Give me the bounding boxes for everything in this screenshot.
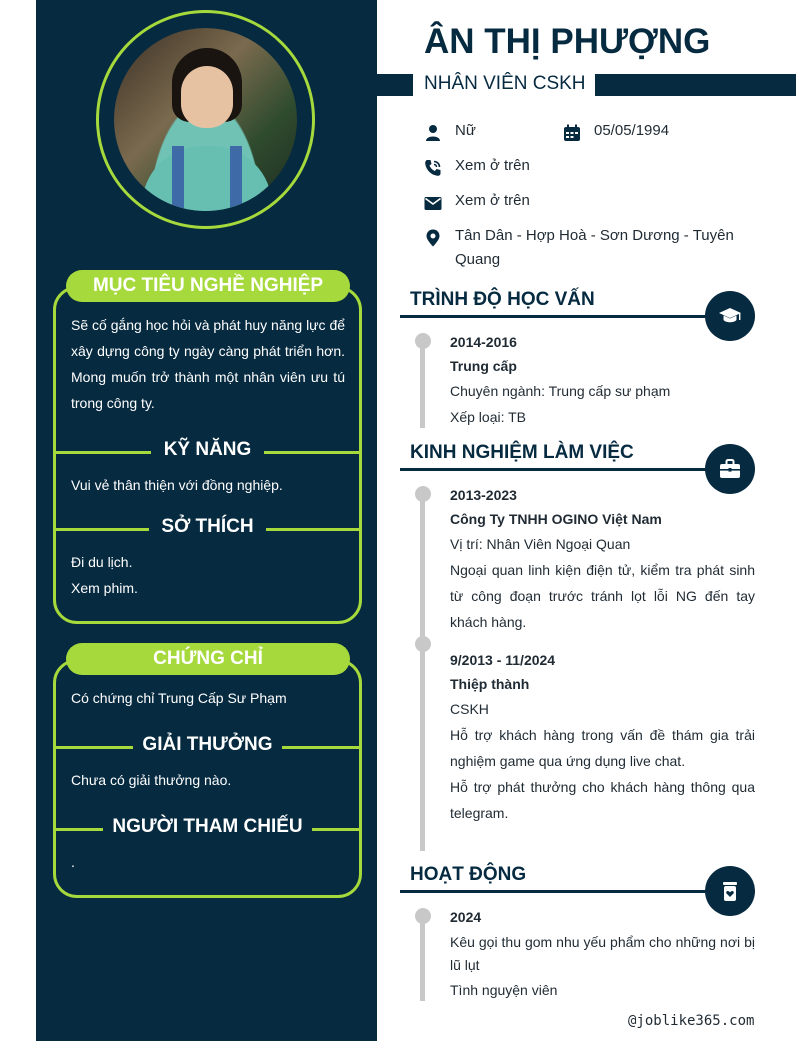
experience-description: Ngoại quan linh kiện điện tử, kiểm tra phát sinh từ công đoạn trước tránh lọt lỗi NG đến tay khách hàng. bbox=[450, 562, 755, 630]
education-period: 2014-2016 bbox=[450, 334, 517, 350]
experience-role: CSKH bbox=[450, 701, 489, 717]
hobby-item: Đi du lịch. bbox=[71, 554, 133, 570]
avatar-face bbox=[181, 66, 233, 128]
job-title: NHÂN VIÊN CSKH bbox=[424, 73, 586, 94]
address-row bbox=[424, 227, 754, 272]
references-header bbox=[53, 816, 362, 842]
avatar bbox=[114, 28, 297, 211]
career-goal-text: Sẽ cố gắng học hỏi và phát huy năng lực để xây dựng công ty ngày càng phát triển hơn. Mong muốn trở thành một nhân viên ưu tú trong công ty. bbox=[71, 317, 346, 411]
experience-timeline bbox=[420, 493, 425, 851]
briefcase-icon bbox=[718, 457, 742, 481]
activity-entry bbox=[450, 904, 755, 1003]
experience-period: 9/2013 - 11/2024 bbox=[450, 652, 556, 668]
education-grade: Xếp loại: TB bbox=[450, 409, 527, 425]
avatar-strap-right bbox=[230, 146, 242, 211]
birthday-row bbox=[563, 122, 669, 143]
activities-heading: HOẠT ĐỘNG bbox=[410, 864, 527, 885]
graduation-cap-icon bbox=[718, 304, 742, 328]
awards-text: Chưa có giải thưởng nào. bbox=[71, 772, 232, 788]
awards-header bbox=[53, 734, 362, 760]
experience-heading: KINH NGHIỆM LÀM VIỆC bbox=[410, 442, 634, 463]
activity-role: Tình nguyện viên bbox=[450, 982, 558, 998]
education-school: Trung cấp bbox=[450, 358, 517, 374]
education-timeline bbox=[420, 340, 425, 428]
map-pin-icon bbox=[424, 229, 442, 247]
address-value: Tân Dân - Hợp Hoà - Sơn Dương - Tuyên Quang bbox=[455, 227, 734, 268]
gender-row bbox=[424, 122, 476, 143]
volunteer-icon bbox=[718, 879, 742, 903]
timeline-dot bbox=[415, 636, 431, 652]
experience-description: Hỗ trợ phát thưởng cho khách hàng thông qua telegram. bbox=[450, 779, 755, 821]
certificates-text: Có chứng chỉ Trung Cấp Sư Phạm bbox=[71, 690, 287, 706]
avatar-frame bbox=[96, 10, 315, 229]
phone-row bbox=[424, 157, 530, 178]
experience-description: Hỗ trợ khách hàng trong vấn đề thám gia trải nghiệm game qua ứng dụng live chat. bbox=[450, 727, 755, 769]
calendar-icon bbox=[563, 124, 581, 142]
phone-icon bbox=[424, 159, 442, 177]
experience-company: Thiệp thành bbox=[450, 676, 530, 692]
activity-period: 2024 bbox=[450, 909, 482, 925]
references-heading: NGƯỜI THAM CHIẾU bbox=[112, 816, 303, 837]
phone-value: Xem ở trên bbox=[455, 157, 530, 174]
email-value: Xem ở trên bbox=[455, 192, 530, 209]
email-row bbox=[424, 192, 530, 213]
experience-period: 2013-2023 bbox=[450, 487, 517, 503]
sidebar bbox=[36, 0, 377, 1041]
education-heading: TRÌNH ĐỘ HỌC VẤN bbox=[410, 289, 595, 310]
education-major: Chuyên ngành: Trung cấp sư phạm bbox=[450, 383, 671, 399]
activities-timeline bbox=[420, 915, 425, 1001]
hobbies-header bbox=[53, 516, 362, 542]
experience-company: Công Ty TNHH OGINO Việt Nam bbox=[450, 511, 662, 527]
skills-heading: KỸ NĂNG bbox=[163, 439, 252, 460]
experience-divider bbox=[400, 468, 730, 471]
timeline-dot bbox=[415, 486, 431, 502]
envelope-icon bbox=[424, 194, 442, 212]
skills-header bbox=[53, 439, 362, 465]
candidate-name: ÂN THỊ PHƯỢNG bbox=[424, 22, 711, 61]
timeline-dot bbox=[415, 333, 431, 349]
avatar-body bbox=[142, 146, 272, 211]
avatar-strap-left bbox=[172, 146, 184, 211]
skills-text: Vui vẻ thân thiện với đồng nghiệp. bbox=[71, 477, 283, 493]
education-divider bbox=[400, 315, 730, 318]
watermark: @joblike365.com bbox=[628, 1013, 755, 1029]
experience-entry bbox=[450, 482, 755, 635]
hobbies-heading: SỞ THÍCH bbox=[161, 516, 254, 537]
activities-divider bbox=[400, 890, 730, 893]
timeline-dot bbox=[415, 908, 431, 924]
gender-value: Nữ bbox=[455, 122, 476, 139]
birthday-value: 05/05/1994 bbox=[594, 122, 670, 139]
references-text: . bbox=[71, 854, 75, 870]
education-entry bbox=[450, 329, 755, 430]
experience-role: Vị trí: Nhân Viên Ngoại Quan bbox=[450, 536, 631, 552]
awards-heading: GIẢI THƯỞNG bbox=[142, 734, 273, 755]
experience-entry bbox=[450, 647, 755, 826]
certificates-heading: CHỨNG CHỈ bbox=[66, 643, 350, 675]
career-goal-heading: MỤC TIÊU NGHỀ NGHIỆP bbox=[66, 270, 350, 302]
hobby-item: Xem phim. bbox=[71, 580, 138, 596]
activity-description: Kêu gọi thu gom nhu yếu phẩm cho những nơi bị lũ lụt bbox=[450, 934, 755, 973]
user-icon bbox=[424, 124, 442, 142]
